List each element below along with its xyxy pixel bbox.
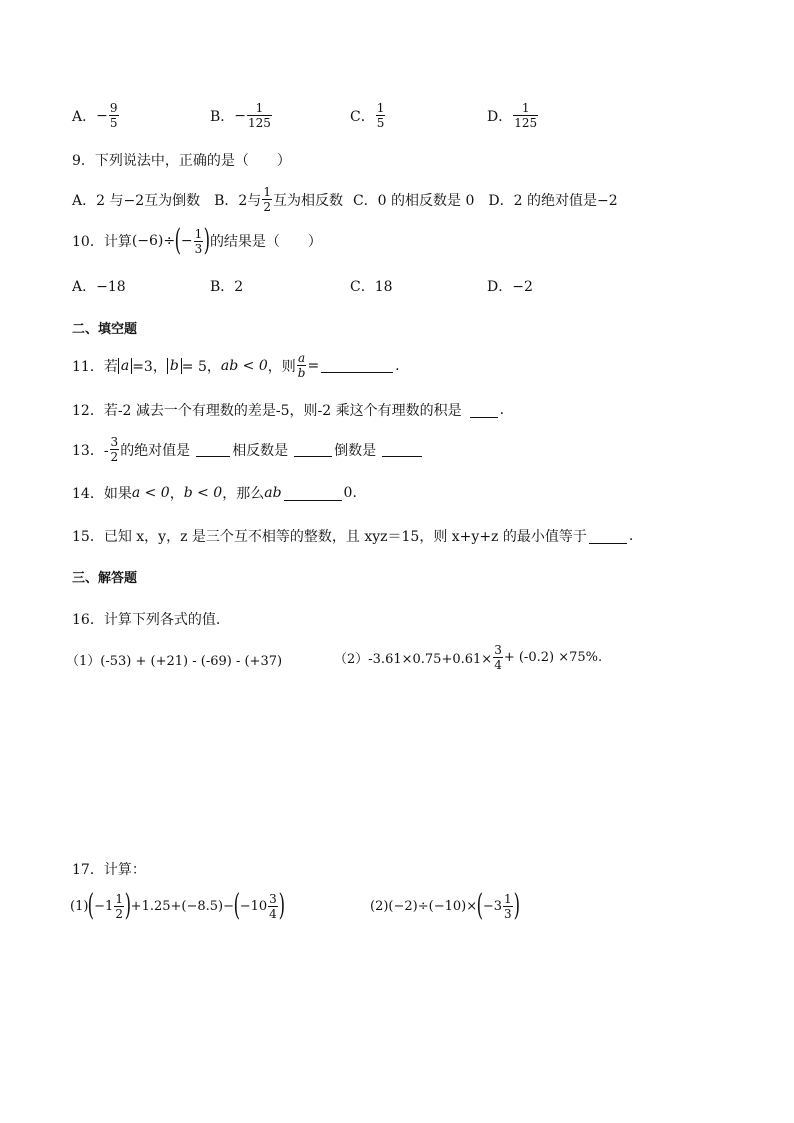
q9-option-b: B．2与 $\frac{1}{2}$ 互为相反数 <box>214 185 343 214</box>
answer-blank[interactable] <box>284 486 342 501</box>
sign: − <box>234 107 247 124</box>
q9-option-a: A．2 与−2互为倒数 <box>72 192 201 209</box>
sign: − <box>180 233 193 249</box>
left-paren: ( <box>233 888 241 923</box>
expression: (−6)÷ <box>131 233 176 249</box>
q10-option-d: D．−2 <box>487 279 533 295</box>
right-paren: ) <box>513 888 520 923</box>
q8-option-b <box>210 102 273 129</box>
sign: − <box>96 107 108 124</box>
condition-b: b < 0 <box>183 485 223 501</box>
q9-option-d: D．2 的绝对值是−2 <box>488 192 618 209</box>
fraction: $\frac{3}{2}$ <box>110 435 119 464</box>
answer-blank[interactable] <box>196 442 230 457</box>
answer-blank[interactable] <box>321 358 393 373</box>
q17-part1: (1) ( −1 $\frac{1}{2}$ ) +1.25+(−8.5)− ( −10 $\frac{3}{4}$ ) <box>70 888 285 923</box>
option-label: D． <box>487 108 513 125</box>
right-paren: ) <box>278 888 285 923</box>
right-paren: ) <box>203 223 211 258</box>
q15: 15．已知 x，y，z 是三个互不相等的整数，且 xyz＝15，则 x+y+z 的最小值等于 . <box>72 528 634 545</box>
q11: 11．若 a =3， b = 5， ab < 0 ，则 $\frac{a}{b}$ = . <box>72 351 400 380</box>
fraction: $\frac{1}{3}$ <box>503 891 512 921</box>
q9-stem: 9．下列说法中，正确的是（ ） <box>72 153 291 169</box>
product: ab <box>264 485 282 501</box>
fraction: $\frac{1}{2}$ <box>115 891 123 921</box>
mixed-number: −1 $\frac{1}{2}$ <box>94 891 123 921</box>
fraction: $\frac{1}{2}$ <box>263 185 271 214</box>
fraction: $\frac{1}{125}$ <box>248 101 271 130</box>
left-paren: ( <box>88 888 95 923</box>
option-label: C． <box>350 108 375 125</box>
answer-blank[interactable] <box>589 529 627 544</box>
abs-a: a <box>118 358 132 374</box>
q16-stem: 16．计算下列各式的值. <box>72 612 221 628</box>
fraction: $\frac{3}{4}$ <box>269 891 277 921</box>
left-paren: ( <box>476 888 484 923</box>
abs-b: b <box>167 358 182 374</box>
q14: 14．如果 a < 0 ， b < 0 ，那么 ab 0. <box>72 485 357 502</box>
mixed-number: −10 $\frac{3}{4}$ <box>239 891 277 921</box>
q8-option-a <box>72 102 120 129</box>
section-heading-fill-in: 二、填空题 <box>72 322 138 337</box>
q13: 13．- $\frac{3}{2}$ 的绝对值是 相反数是 倒数是 <box>72 436 424 463</box>
q10-option-c: C．18 <box>350 279 393 295</box>
mixed-number: −3 $\frac{1}{3}$ <box>482 891 512 921</box>
option-label: B． <box>210 108 235 125</box>
fraction: $\frac{9}{5}$ <box>109 101 118 130</box>
q12: 12．若-2 减去一个有理数的差是-5，则-2 乘这个有理数的积是 . <box>72 402 505 419</box>
answer-blank[interactable] <box>382 442 422 457</box>
option-label: A． <box>72 108 97 125</box>
fraction: $\frac{1}{125}$ <box>514 101 538 130</box>
q10-option-b: B．2 <box>210 279 244 295</box>
section-heading-solve: 三、解答题 <box>72 571 138 586</box>
q10-option-a: A．−18 <box>72 279 126 295</box>
q9-option-c: C．0 的相反数是 0 <box>352 192 475 209</box>
fraction: $\frac{a}{b}$ <box>297 351 306 380</box>
q8-option-c <box>350 102 386 129</box>
q9-options <box>72 186 618 213</box>
q8-option-d <box>487 102 539 129</box>
fraction: $\frac{1}{3}$ <box>194 226 203 256</box>
q16-part1: （1）(-53) + (+21) - (-69) - (+37) <box>66 654 283 669</box>
fraction: $\frac{1}{5}$ <box>376 101 385 130</box>
q17-stem: 17．计算： <box>72 862 146 878</box>
answer-blank[interactable] <box>470 403 498 418</box>
left-paren: ( <box>174 223 182 258</box>
q16-part2: （2）-3.61×0.75+0.61× $\frac{3}{4}$ + (-0.2) ×75%. <box>334 643 603 672</box>
answer-blank[interactable] <box>294 442 332 457</box>
condition: ab < 0 <box>220 357 268 374</box>
condition-a: a < 0 <box>131 485 170 501</box>
q10-stem: 10．计算 (−6)÷ ( − $\frac{1}{3}$ ) 的结果是（ ） <box>72 223 322 258</box>
right-paren: ) <box>124 888 132 923</box>
q17-part2: (2) (−2)÷(−10)× ( −3 $\frac{1}{3}$ ) <box>370 888 520 923</box>
fraction: $\frac{3}{4}$ <box>494 643 502 672</box>
